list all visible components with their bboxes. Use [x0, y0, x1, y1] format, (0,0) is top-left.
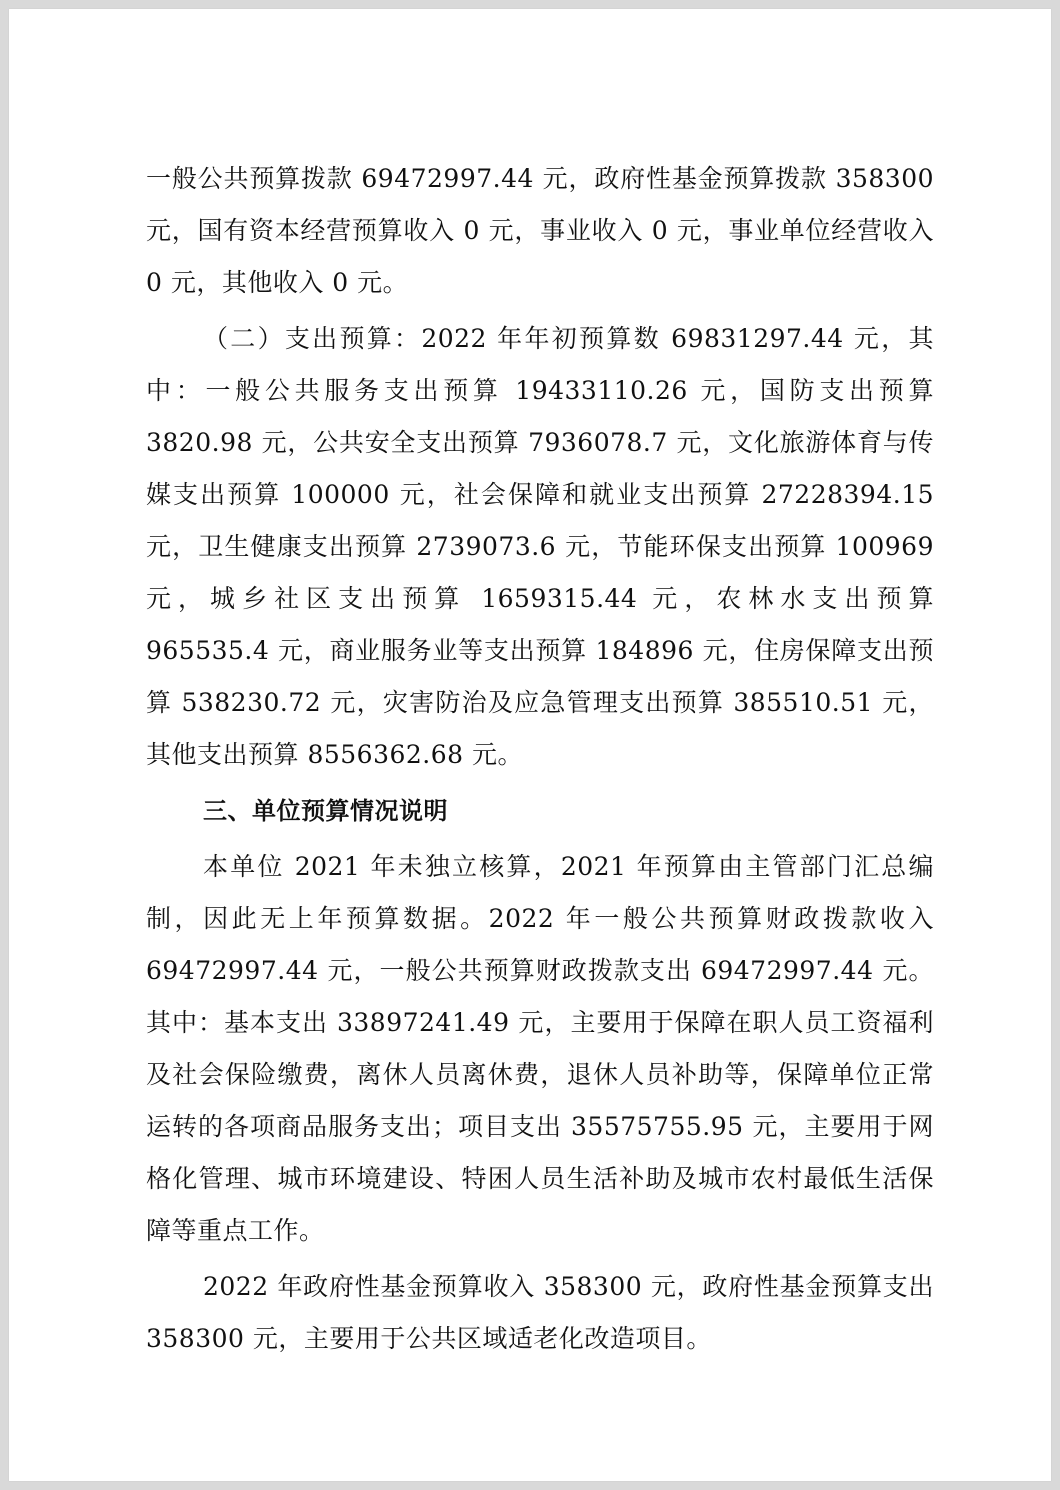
document-page — [9, 9, 1051, 1481]
document-body — [146, 153, 934, 1369]
paragraph-fund-budget: 2022 年政府性基金预算收入 358300 元，政府性基金预算支出 358300 元，主要用于公共区域适老化改造项目。 — [146, 1272, 934, 1353]
paragraph-unit-budget: 本单位 2021 年未独立核算，2021 年预算由主管部门汇总编制，因此无上年预算数据。2022 年一般公共预算财政拨款收入 69472997.44 元，一般公共预算财政拨款支出 69472997.44 元。其中：基本支出 33897241.49 元，主要用于保障在职人员工资福利及社会保险缴费，离休人员离休费，退休人员补助等，保障单位正常运转的各项商品服务支出；项目支出 35575755.95 元，主要用于网格化管理、城市环境建设、特困人员生活补助及城市农村最低生活保障等重点工作。 — [146, 852, 934, 1245]
section-heading: 三、单位预算情况说明 — [203, 797, 448, 825]
paragraph-income-continued: 一般公共预算拨款 69472997.44 元，政府性基金预算拨款 358300 元，国有资本经营预算收入 0 元，事业收入 0 元，事业单位经营收入 0 元，其他收入 0 元。 — [146, 164, 934, 297]
paragraph-expenditure-budget: （二）支出预算：2022 年年初预算数 69831297.44 元，其中：一般公共服务支出预算 19433110.26 元，国防支出预算 3820.98 元，公共安全支出预算 7936078.7 元，文化旅游体育与传媒支出预算 100000 元，社会保障和就业支出预算 27228394.15 元，卫生健康支出预算 2739073.6 元，节能环保支出预算 100969 元，城乡社区支出预算 1659315.44 元，农林水支出预算 965535.4 元，商业服务业等支出预算 184896 元，住房保障支出预算 538230.72 元，灾害防治及应急管理支出预算 385510.51 元，其他支出预算 8556362.68 元。 — [146, 324, 934, 769]
